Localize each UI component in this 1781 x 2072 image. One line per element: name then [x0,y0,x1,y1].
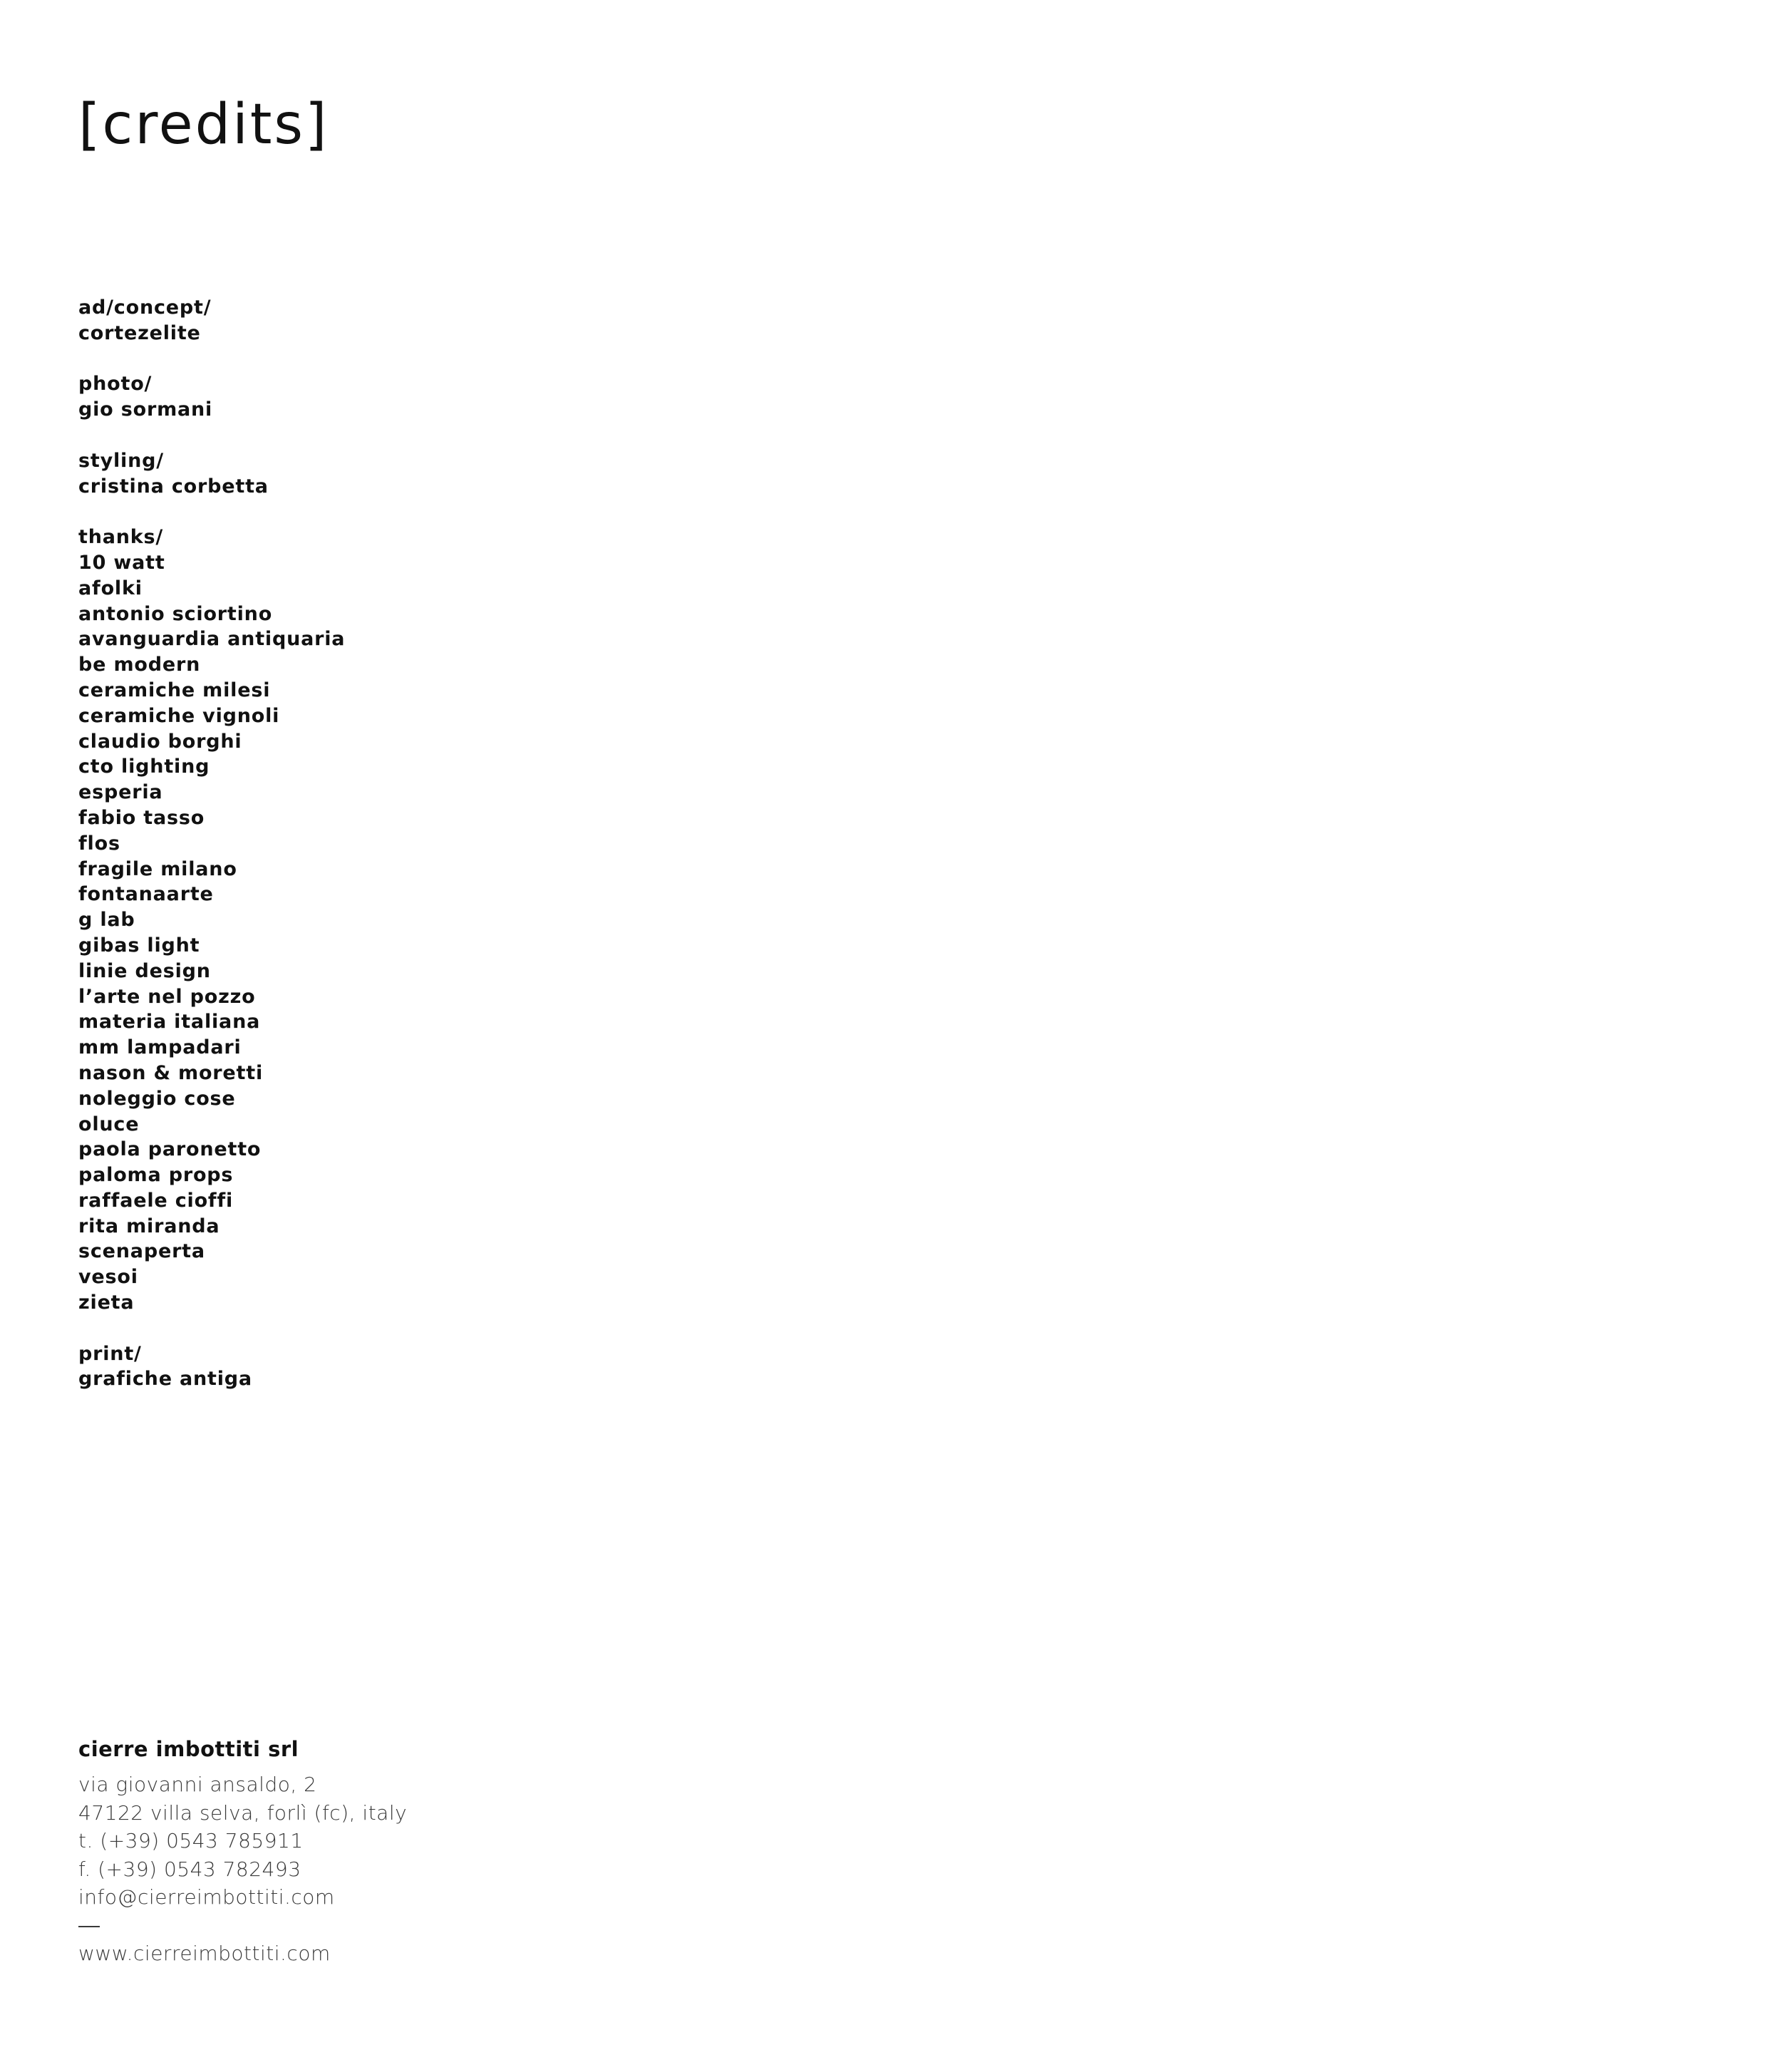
credit-item: fabio tasso [78,806,205,829]
section-heading: thanks/ [78,526,164,549]
credit-item: grafiche antiga [78,1368,252,1391]
address-city: 47122 villa selva, forlì (fc), italy [78,1800,408,1825]
credit-item: rita miranda [78,1215,220,1237]
credits-list [78,295,345,1418]
separator-dash [78,1926,100,1927]
credit-item: vesoi [78,1266,138,1289]
credit-section-print [78,1341,345,1393]
credit-item: fragile milano [78,857,237,880]
credit-item: claudio borghi [78,730,242,753]
fax-number: f. (+39) 0543 782493 [78,1857,301,1881]
credit-item: ceramiche milesi [78,679,271,701]
credit-item: afolki [78,577,143,599]
credit-item: be modern [78,654,201,676]
credit-item: paola paronetto [78,1138,262,1161]
credit-item: gio sormani [78,398,213,421]
section-heading: ad/concept/ [78,297,212,319]
credit-item: esperia [78,781,163,804]
credit-item: linie design [78,959,211,982]
section-heading: print/ [78,1342,142,1365]
phone-number: t. (+39) 0543 785911 [78,1829,304,1852]
credit-item: 10 watt [78,551,165,574]
credit-item: mm lampadari [78,1036,242,1059]
credit-section-ad-concept [78,295,345,346]
email-link[interactable]: info@cierreimbottiti.com [78,1885,335,1909]
credit-item: flos [78,832,120,855]
credit-item: cto lighting [78,756,210,778]
credit-item: paloma props [78,1164,234,1187]
credit-item: materia italiana [78,1011,261,1034]
credit-item: noleggio cose [78,1087,236,1110]
credit-item: g lab [78,909,135,932]
credit-item: ceramiche vignoli [78,704,280,727]
credit-item: gibas light [78,934,200,957]
credit-item: oluce [78,1113,140,1135]
address-street: via giovanni ansaldo, 2 [78,1773,317,1796]
website-link[interactable]: www.cierreimbottiti.com [78,1941,331,1965]
credit-item: cortezelite [78,321,201,344]
credit-section-thanks [78,525,345,1316]
credit-item: raffaele cioffi [78,1189,234,1212]
credit-item: zieta [78,1292,135,1314]
credit-item: l’arte nel pozzo [78,985,256,1008]
company-contact [78,1735,407,1967]
credit-item: antonio sciortino [78,602,273,625]
credit-section-styling [78,448,345,500]
company-name: cierre imbottiti srl [78,1737,299,1761]
credit-item: nason & moretti [78,1061,264,1084]
page-title: [credits] [78,93,329,157]
section-heading: photo/ [78,373,153,396]
credit-item: avanguardia antiquaria [78,628,346,651]
credit-item: fontanaarte [78,883,214,906]
credit-item: scenaperta [78,1240,205,1263]
credit-section-photo [78,371,345,423]
section-heading: styling/ [78,449,164,472]
credit-item: cristina corbetta [78,475,269,498]
